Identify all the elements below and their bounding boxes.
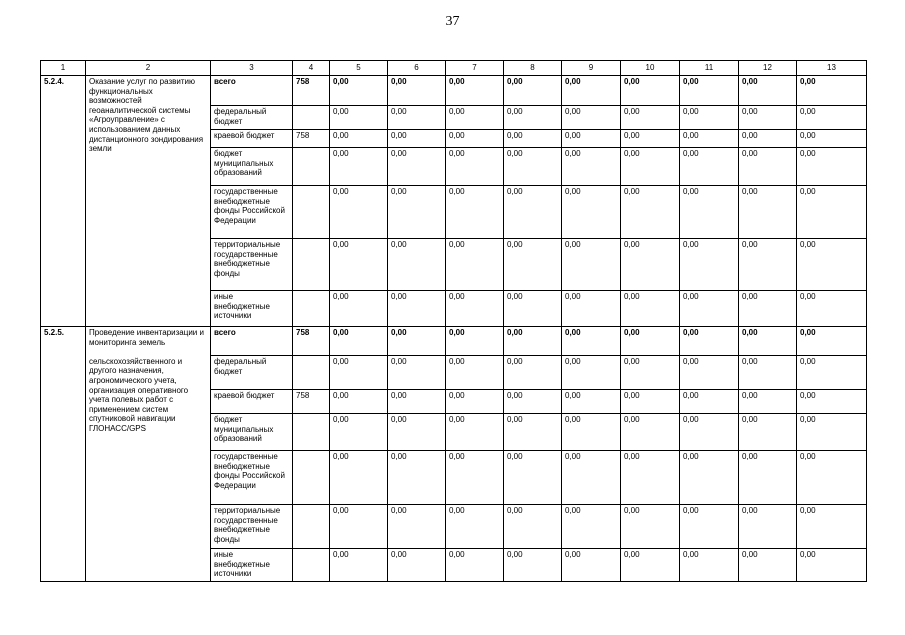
amount-cell: 0,00 [504, 505, 562, 549]
amount-cell: 0,00 [739, 130, 797, 148]
amount-cell: 0,00 [388, 390, 446, 414]
amount-cell: 0,00 [562, 106, 621, 130]
amount-cell: 0,00 [562, 239, 621, 291]
header-cell: 5 [330, 61, 388, 76]
amount-cell: 0,00 [330, 239, 388, 291]
column-4-value [293, 239, 330, 291]
amount-cell: 0,00 [621, 414, 680, 451]
column-4-value [293, 549, 330, 582]
amount-cell: 0,00 [388, 451, 446, 505]
amount-cell: 0,00 [739, 356, 797, 390]
header-cell: 13 [797, 61, 867, 76]
amount-cell: 0,00 [504, 414, 562, 451]
item-description [86, 327, 211, 582]
funding-source: краевой бюджет [211, 390, 293, 414]
amount-cell: 0,00 [446, 148, 504, 186]
amount-cell: 0,00 [562, 505, 621, 549]
amount-cell: 0,00 [621, 130, 680, 148]
amount-cell: 0,00 [739, 76, 797, 106]
amount-cell: 0,00 [739, 148, 797, 186]
header-cell: 3 [211, 61, 293, 76]
amount-cell: 0,00 [797, 356, 867, 390]
funding-source: государственные внебюджетные фонды Российской Федерации [211, 186, 293, 239]
amount-cell: 0,00 [739, 451, 797, 505]
amount-cell: 0,00 [504, 291, 562, 327]
table-row [41, 76, 867, 106]
amount-cell: 0,00 [446, 239, 504, 291]
amount-cell: 0,00 [330, 414, 388, 451]
amount-cell: 0,00 [797, 76, 867, 106]
amount-cell: 0,00 [504, 390, 562, 414]
amount-cell: 0,00 [680, 291, 739, 327]
amount-cell: 0,00 [621, 239, 680, 291]
column-4-value [293, 148, 330, 186]
amount-cell: 0,00 [446, 327, 504, 356]
column-4-value [293, 505, 330, 549]
amount-cell: 0,00 [621, 148, 680, 186]
amount-cell: 0,00 [388, 549, 446, 582]
amount-cell: 0,00 [388, 106, 446, 130]
amount-cell: 0,00 [797, 291, 867, 327]
amount-cell: 0,00 [446, 549, 504, 582]
amount-cell: 0,00 [330, 186, 388, 239]
table-body [41, 61, 867, 582]
amount-cell: 0,00 [739, 390, 797, 414]
amount-cell: 0,00 [621, 505, 680, 549]
header-cell: 2 [86, 61, 211, 76]
column-4-value: 758 [293, 130, 330, 148]
column-4-value [293, 414, 330, 451]
funding-source: федеральный бюджет [211, 356, 293, 390]
amount-cell: 0,00 [388, 414, 446, 451]
item-description [86, 76, 211, 327]
amount-cell: 0,00 [797, 239, 867, 291]
header-cell: 9 [562, 61, 621, 76]
column-4-value [293, 106, 330, 130]
amount-cell: 0,00 [388, 327, 446, 356]
amount-cell: 0,00 [739, 505, 797, 549]
amount-cell: 0,00 [739, 327, 797, 356]
funding-source: территориальные государственные внебюджетные фонды [211, 239, 293, 291]
funding-source: иные внебюджетные источники [211, 291, 293, 327]
amount-cell: 0,00 [388, 76, 446, 106]
amount-cell: 0,00 [562, 356, 621, 390]
amount-cell: 0,00 [621, 291, 680, 327]
amount-cell: 0,00 [680, 148, 739, 186]
amount-cell: 0,00 [680, 239, 739, 291]
funding-source: всего [211, 76, 293, 106]
amount-cell: 0,00 [797, 414, 867, 451]
amount-cell: 0,00 [330, 451, 388, 505]
amount-cell: 0,00 [504, 148, 562, 186]
amount-cell: 0,00 [446, 130, 504, 148]
page-number: 37 [445, 14, 460, 29]
amount-cell: 0,00 [388, 130, 446, 148]
amount-cell: 0,00 [330, 291, 388, 327]
amount-cell: 0,00 [504, 106, 562, 130]
amount-cell: 0,00 [446, 186, 504, 239]
amount-cell: 0,00 [330, 505, 388, 549]
amount-cell: 0,00 [388, 239, 446, 291]
amount-cell: 0,00 [680, 327, 739, 356]
amount-cell: 0,00 [562, 130, 621, 148]
amount-cell: 0,00 [446, 414, 504, 451]
column-4-value: 758 [293, 390, 330, 414]
amount-cell: 0,00 [330, 390, 388, 414]
column-4-value: 758 [293, 327, 330, 356]
funding-source: государственные внебюджетные фонды Российской Федерации [211, 451, 293, 505]
amount-cell: 0,00 [446, 76, 504, 106]
funding-source: иные внебюджетные источники [211, 549, 293, 582]
amount-cell: 0,00 [446, 356, 504, 390]
amount-cell: 0,00 [330, 549, 388, 582]
funding-source: краевой бюджет [211, 130, 293, 148]
funding-source: всего [211, 327, 293, 356]
column-4-value: 758 [293, 76, 330, 106]
header-cell: 6 [388, 61, 446, 76]
column-4-value [293, 356, 330, 390]
amount-cell: 0,00 [797, 327, 867, 356]
amount-cell: 0,00 [388, 148, 446, 186]
amount-cell: 0,00 [797, 505, 867, 549]
amount-cell: 0,00 [388, 186, 446, 239]
amount-cell: 0,00 [446, 106, 504, 130]
header-cell: 8 [504, 61, 562, 76]
amount-cell: 0,00 [562, 390, 621, 414]
header-row [41, 61, 867, 76]
header-cell: 4 [293, 61, 330, 76]
amount-cell: 0,00 [330, 356, 388, 390]
funding-source: бюджет муниципальных образований [211, 414, 293, 451]
amount-cell: 0,00 [330, 130, 388, 148]
amount-cell: 0,00 [680, 549, 739, 582]
column-4-value [293, 291, 330, 327]
amount-cell: 0,00 [797, 148, 867, 186]
funding-source: бюджет муниципальных образований [211, 148, 293, 186]
amount-cell: 0,00 [446, 451, 504, 505]
amount-cell: 0,00 [504, 327, 562, 356]
amount-cell: 0,00 [562, 414, 621, 451]
amount-cell: 0,00 [739, 239, 797, 291]
amount-cell: 0,00 [330, 76, 388, 106]
header-cell: 11 [680, 61, 739, 76]
amount-cell: 0,00 [504, 130, 562, 148]
description-gap [89, 347, 207, 357]
amount-cell: 0,00 [680, 76, 739, 106]
description-text: Проведение инвентаризации и мониторинга земель [89, 328, 204, 347]
amount-cell: 0,00 [797, 130, 867, 148]
amount-cell: 0,00 [388, 505, 446, 549]
amount-cell: 0,00 [388, 291, 446, 327]
amount-cell: 0,00 [680, 106, 739, 130]
amount-cell: 0,00 [330, 327, 388, 356]
amount-cell: 0,00 [504, 451, 562, 505]
amount-cell: 0,00 [562, 549, 621, 582]
amount-cell: 0,00 [680, 451, 739, 505]
amount-cell: 0,00 [621, 106, 680, 130]
item-code: 5.2.4. [41, 76, 86, 327]
amount-cell: 0,00 [388, 356, 446, 390]
amount-cell: 0,00 [680, 414, 739, 451]
amount-cell: 0,00 [562, 327, 621, 356]
amount-cell: 0,00 [621, 186, 680, 239]
amount-cell: 0,00 [680, 186, 739, 239]
amount-cell: 0,00 [797, 106, 867, 130]
item-code: 5.2.5. [41, 327, 86, 582]
amount-cell: 0,00 [504, 76, 562, 106]
header-cell: 7 [446, 61, 504, 76]
amount-cell: 0,00 [504, 239, 562, 291]
amount-cell: 0,00 [446, 390, 504, 414]
description-text: Оказание услуг по развитию функциональных возможностей геоаналитической системы «Агроуправление» с использованием данных дистанционного зондирования земли [89, 77, 204, 154]
amount-cell: 0,00 [739, 414, 797, 451]
amount-cell: 0,00 [562, 451, 621, 505]
header-cell: 12 [739, 61, 797, 76]
amount-cell: 0,00 [562, 76, 621, 106]
amount-cell: 0,00 [562, 291, 621, 327]
amount-cell: 0,00 [621, 451, 680, 505]
amount-cell: 0,00 [330, 106, 388, 130]
amount-cell: 0,00 [621, 390, 680, 414]
amount-cell: 0,00 [621, 76, 680, 106]
amount-cell: 0,00 [739, 106, 797, 130]
amount-cell: 0,00 [562, 148, 621, 186]
amount-cell: 0,00 [330, 148, 388, 186]
table-row [41, 327, 867, 356]
amount-cell: 0,00 [446, 291, 504, 327]
amount-cell: 0,00 [797, 451, 867, 505]
amount-cell: 0,00 [739, 549, 797, 582]
budget-table [40, 60, 867, 582]
amount-cell: 0,00 [621, 549, 680, 582]
description-text: сельскохозяйственного и другого назначения, агрономического учета, организация оперативного учета полевых работ с применением систем спутниковой навигации ГЛОНАСС/GPS [89, 356, 189, 433]
header-cell: 1 [41, 61, 86, 76]
amount-cell: 0,00 [446, 505, 504, 549]
amount-cell: 0,00 [680, 390, 739, 414]
amount-cell: 0,00 [680, 356, 739, 390]
amount-cell: 0,00 [621, 327, 680, 356]
header-cell: 10 [621, 61, 680, 76]
amount-cell: 0,00 [739, 186, 797, 239]
amount-cell: 0,00 [797, 390, 867, 414]
amount-cell: 0,00 [739, 291, 797, 327]
amount-cell: 0,00 [797, 549, 867, 582]
amount-cell: 0,00 [680, 130, 739, 148]
amount-cell: 0,00 [504, 356, 562, 390]
funding-source: территориальные государственные внебюджетные фонды [211, 505, 293, 549]
column-4-value [293, 186, 330, 239]
amount-cell: 0,00 [504, 186, 562, 239]
amount-cell: 0,00 [680, 505, 739, 549]
column-4-value [293, 451, 330, 505]
amount-cell: 0,00 [562, 186, 621, 239]
amount-cell: 0,00 [621, 356, 680, 390]
amount-cell: 0,00 [797, 186, 867, 239]
funding-source: федеральный бюджет [211, 106, 293, 130]
amount-cell: 0,00 [504, 549, 562, 582]
